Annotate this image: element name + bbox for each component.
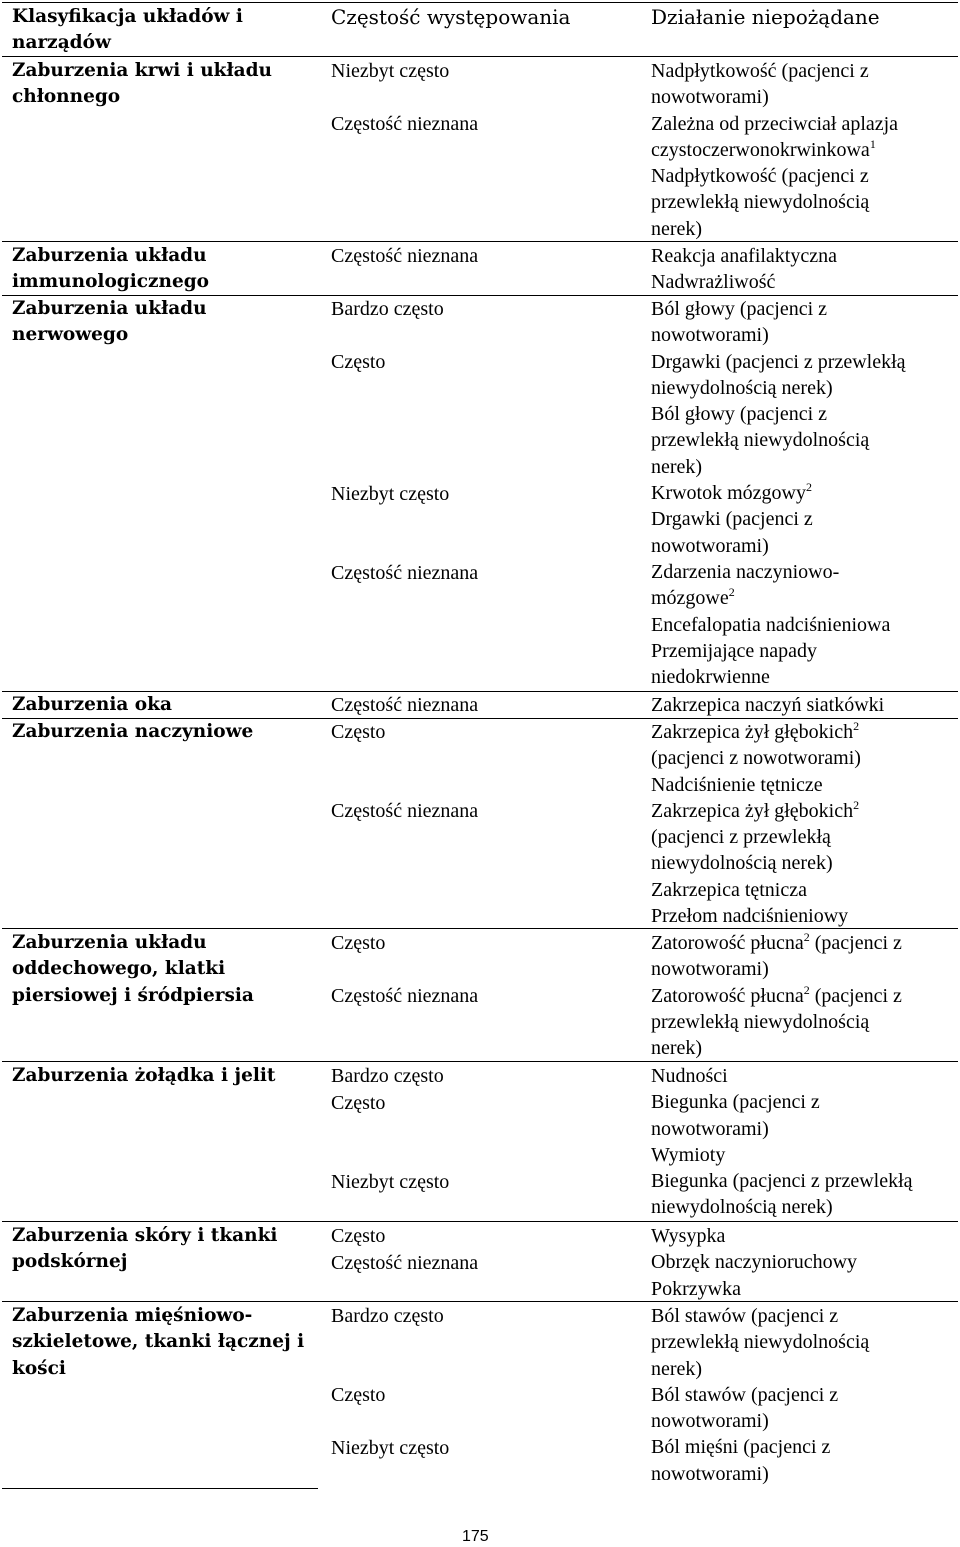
adverse-effect: Zakrzepica żył głębokich$^2$ (pacjenci z nowotworami) Nadciśnienie tętnicze Zakrzepica żył głębokich$^2$ (pacjenci z przewlekłą niewydolnością nerek) Zakrzepica tętnicza Przełom nadciśnieniowy bbox=[651, 719, 861, 928]
frequency-unknown: Częstość nieznana bbox=[331, 985, 479, 1007]
frequency-very-common: Bardzo często bbox=[331, 1065, 444, 1087]
frequency-unknown: Częstość nieznana bbox=[331, 245, 479, 267]
soc-immune-system: Zaburzenia układu immunologicznego bbox=[12, 245, 210, 293]
adverse-effect: Nudności Biegunka (pacjenci z nowotworami) Wymioty Biegunka (pacjenci z przewlekłą niewydolnością nerek) bbox=[651, 1065, 913, 1219]
frequency-unknown: Częstość nieznana bbox=[331, 800, 479, 822]
frequency-common: Często bbox=[331, 1384, 386, 1406]
header-frequency: Częstość występowania bbox=[331, 5, 571, 29]
adverse-effect: Ból głowy (pacjenci z nowotworami) Drgawki (pacjenci z przewlekłą niewydolnością nerek) Ból głowy (pacjenci z przewlekłą niewydolnością nerek) Krwotok mózgowy$^2$ Drgawki (pacjenci z nowotworami) Zdarzenia naczyniowo- mózgowe$^2$ Encefalopatia nadciśnieniowa Przemijające napady niedokrwienne bbox=[651, 298, 906, 689]
adverse-effect: Wysypka Obrzęk naczynioruchowy Pokrzywka bbox=[651, 1225, 858, 1300]
soc-eye: Zaburzenia oka bbox=[12, 694, 172, 715]
soc-respiratory: Zaburzenia układu oddechowego, klatki piersiowej i śródpiersia bbox=[12, 932, 254, 1006]
adverse-effect: Zatorowość płucna$^2$ (pacjenci z nowotworami) Zatorowość płucna$^2$ (pacjenci z przewlekłą niewydolnością nerek) bbox=[651, 930, 902, 1060]
frequency-unknown: Częstość nieznana bbox=[331, 1252, 479, 1274]
soc-blood-lymphatic: Zaburzenia krwi i układu chłonnego bbox=[12, 60, 272, 108]
frequency-common: Często bbox=[331, 1225, 386, 1247]
header-organ-class: Klasyfikacja układów i narządów bbox=[12, 6, 243, 54]
soc-vascular: Zaburzenia naczyniowe bbox=[12, 721, 254, 742]
soc-skin: Zaburzenia skóry i tkanki podskórnej bbox=[12, 1225, 278, 1273]
adverse-effect: Reakcja anafilaktyczna Nadwrażliwość bbox=[651, 245, 837, 294]
soc-gastrointestinal: Zaburzenia żołądka i jelit bbox=[12, 1065, 276, 1086]
frequency-unknown: Częstość nieznana bbox=[331, 562, 479, 584]
soc-musculoskeletal: Zaburzenia mięśniowo- szkieletowe, tkanki łącznej i kości bbox=[12, 1305, 305, 1379]
frequency-very-common: Bardzo często bbox=[331, 1305, 444, 1327]
adverse-effect: Nadpłytkowość (pacjenci z nowotworami) Zależna od przeciwciał aplazja czystoczerwonokrwinkowa$^1$ Nadpłytkowość (pacjenci z przewlekłą niewydolnością nerek) bbox=[651, 60, 899, 240]
row-divider bbox=[2, 1221, 958, 1222]
frequency-unknown: Częstość nieznana bbox=[331, 694, 479, 716]
footnote-separator bbox=[2, 1488, 318, 1489]
frequency-uncommon: Niezbyt często bbox=[331, 60, 450, 82]
table-top-border bbox=[2, 2, 958, 3]
frequency-common: Często bbox=[331, 1092, 386, 1114]
adverse-effect: Ból stawów (pacjenci z przewlekłą niewydolnością nerek) Ból stawów (pacjenci z nowotworami) Ból mięśni (pacjenci z nowotworami) bbox=[651, 1305, 870, 1485]
frequency-common: Często bbox=[331, 721, 386, 743]
frequency-very-common: Bardzo często bbox=[331, 298, 444, 320]
frequency-uncommon: Niezbyt często bbox=[331, 1171, 450, 1193]
frequency-common: Często bbox=[331, 351, 386, 373]
frequency-common: Często bbox=[331, 932, 386, 954]
frequency-unknown: Częstość nieznana bbox=[331, 113, 479, 135]
adverse-effect: Zakrzepica naczyń siatkówki bbox=[651, 694, 885, 716]
frequency-uncommon: Niezbyt często bbox=[331, 483, 450, 505]
soc-nervous-system: Zaburzenia układu nerwowego bbox=[12, 298, 207, 346]
page-number: 175 bbox=[462, 1528, 489, 1545]
frequency-uncommon: Niezbyt często bbox=[331, 1437, 450, 1459]
header-adverse-effect: Działanie niepożądane bbox=[651, 5, 880, 29]
